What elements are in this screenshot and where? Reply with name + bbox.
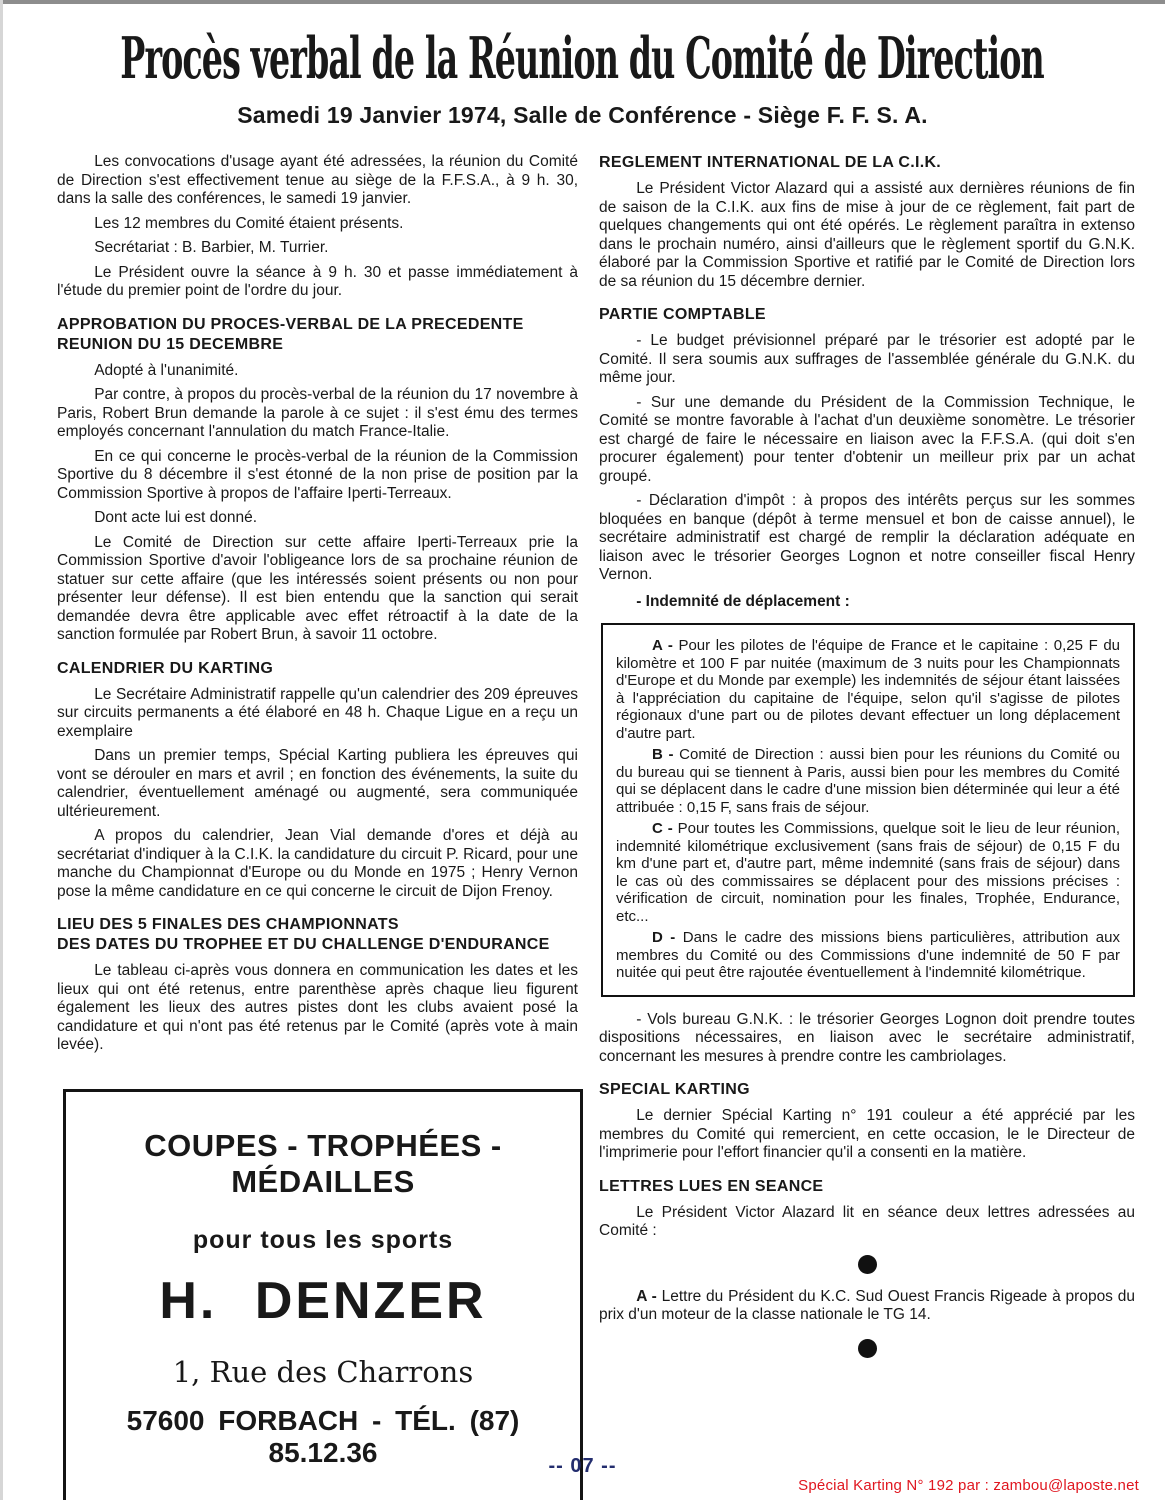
indemnity-item-c [616,820,1120,925]
ad-company-name: H. DENZER [159,1271,487,1330]
paragraph: Adopté à l'unanimité. [94,361,239,379]
page-subtitle: Samedi 19 Janvier 1974, Salle de Conférence - Siège F. F. S. A. [237,102,928,128]
paragraph-vols: - Vols bureau G.N.K. : le trésorier Georges Lognon doit prendre toutes dispositions nécessaires, en liaison avec le secrétaire administratif, concernant les mesures à prendre contre les cambriolages. [599,1010,1135,1065]
paragraph: Dans un premier temps, Spécial Karting publiera les épreuves qui vont se dérouler en mars et avril ; en fonction des événements, la suite du calendrier, éventuellement aménagé ou augmenté, sera communiquée ultérieurement. [57,747,578,820]
ad-subline: pour tous les sports [192,1225,454,1254]
page-title: Procès verbal de la Réunion du Comité de Direction [120,23,1045,93]
footer-credit: Spécial Karting N° 192 par : zambou@laposte.net [798,1477,1139,1494]
intro-paragraph: Le Président ouvre la séance à 9 h. 30 et passe immédiatement à l'étude du premier point de l'ordre du jour. [57,263,578,299]
paragraph: En ce qui concerne le procès-verbal de la réunion de la Commission Sportive du 8 décembre il s'est étonné de la non prise de position par la Commission Sportive à propos de l'affaire Iperti-Terreaux. [57,447,578,502]
left-column [57,153,578,1500]
item-lead: A - [636,1287,662,1305]
section-heading-comptable: PARTIE COMPTABLE [599,306,766,323]
item-lead: A - [652,637,679,654]
letter-a-paragraph [599,1288,1135,1325]
item-lead: C - [652,820,678,837]
bullet-dot [858,1339,877,1358]
paragraph: Le tableau ci-après vous donnera en communication les dates et les lieux qui ont été retenus, entre parenthèse après chaque lieu figurent également les lieux des autres pistes dont les clubs avaient posé la candidature et qui n'ont pas été retenus par le Comité (après vote à main levée). [57,962,578,1053]
intro-paragraph: Secrétariat : B. Barbier, M. Turrier. [94,239,329,256]
section-heading-special-karting: SPECIAL KARTING [599,1081,750,1098]
intro-paragraph: Les convocations d'usage ayant été adressées, la réunion du Comité de Direction s'est effectivement tenue au siège de la F.F.S.A., à 9 h. 30, dans la salle des conférences, le samedi 19 janvier. [57,153,578,207]
paragraph: Le Comité de Direction sur cette affaire Iperti-Terreaux prie la Commission Sportive d'avoir l'obligeance lors de sa prochaine réunion de statuer sur cette affaire (que les intéressés soient présents ou non pour présenter leur défense). Il est bien entendu que la sanction qui serait demandée devra être applicable avec effet rétroactif à la date de la sanction formulée par Robert Brun, à savoir 11 octobre. [57,533,578,643]
paragraph: Par contre, à propos du procès-verbal de la réunion du 17 novembre à Paris, Robert Brun demande la parole à ce sujet : il s'est ému des termes employés concernant l'annulation du match France-Italie. [57,386,578,440]
ad-address: 1, Rue des Charrons [172,1354,474,1389]
item-text: Dans le cadre des missions biens particulières, attribution aux membres du Comité ou des Commissions d'une indemnité de 50 F par nuitée qui peut être rajoutée éventuellement à l'indemnité kilométrique. [616,929,1120,981]
indemnity-item-a [616,637,1120,742]
paragraph: A propos du calendrier, Jean Vial demande d'ores et déjà au secrétariat d'indiquer à la C.I.K. la candidature du circuit P. Ricard, pour une manche du Championnat d'Europe ou du Monde en 1975 ; Henry Vernon pose la même candidature en ce qui concerne le circuit de Dijon Frenoy. [57,827,578,900]
paragraph: Le Président Victor Alazard qui a assisté aux dernières réunions de fin de saison de la C.I.K. aux fins de mise à jour de ce règlement, fait part de quelques changements qui ont été opérés. Le règlement paraîtra in extenso dans le prochain numéro, ainsi d'ailleurs que le règlement sportif du G.N.K. élaboré par la Commission Sportive et ratifié par le Comité de Direction lors de sa réunion du 15 décembre dernier. [599,180,1135,290]
item-lead: D - [652,929,683,946]
indemnity-item-b [616,746,1120,816]
paragraph: Le dernier Spécial Karting n° 191 couleur a été apprécié par les membres du Comité qui remercient, en cette occasion, le le Directeur de l'imprimerie pour l'effort financier qu'il a consenti en la matière. [599,1107,1135,1161]
heading-line: LIEU DES 5 FINALES DES CHAMPIONNATS [57,916,399,933]
paragraph: Dont acte lui est donné. [94,509,258,526]
scan-top-edge [0,0,1165,4]
ad-headline: COUPES - TROPHÉES - MÉDAILLES [144,1127,502,1199]
ad-city-phone: 57600 FORBACH - TÉL. (87) 85.12.36 [126,1404,520,1468]
heading-line: DES DATES DU TROPHEE ET DU CHALLENGE D'ENDURANCE [57,936,550,953]
right-column [599,153,1135,1500]
section-heading-approbation: APPROBATION DU PROCES-VERBAL DE LA PRECEDENTE REUNION DU 15 DECEMBRE [57,315,524,353]
item-lead: B - [652,746,680,763]
section-heading-reglement: REGLEMENT INTERNATIONAL DE LA C.I.K. [599,154,942,171]
item-text: Pour toutes les Commissions, quelque soit le lieu de leur réunion, indemnité kilométrique exclusivement (sans frais de séjour) de 0,15 F du km d'une part et, d'autre part, même indemnité (sans frais de séjour) dans le cas où des commissaires se déplacent pour des missions précises : vérification de circuit, nomination pour les finales, Trophée, Endurance, etc... [616,820,1121,925]
item-text: Pour les pilotes de l'équipe de France et le capitaine : 0,25 F du kilomètre et 100 F par nuitée (maximum de 3 nuits pour les Championnats d'Europe et du Monde par exemple) les indemnités de séjour étant laissées à l'appréciation du capitaine de l'équipe, selon qu'il s'agisse de pilotes régionaux d'une part ou de pilotes devant effectuer un long déplacement d'autre part. [616,637,1120,742]
indemnity-box [601,623,1135,997]
advertisement-denzer [63,1089,583,1500]
section-heading-calendrier: CALENDRIER DU KARTING [57,659,274,677]
paragraph: - Sur une demande du Président de la Commission Technique, le Comité se montre favorable à l'achat d'un deuxième sonomètre. Le trésorier est chargé de faire le nécessaire en liaison avec la F.F.S.A. (qui doit s'en procurer également) pour tenter d'obtenir un meilleur prix par un achat groupé. [599,393,1135,485]
bullet-dot [858,1255,877,1274]
scan-left-edge [0,0,3,1500]
document-header [0,0,1165,129]
page-number: -- 07 -- [548,1455,617,1477]
paragraph: - Déclaration d'impôt : à propos des intérêts perçus sur les sommes bloquées en banque (dépôt à terme mensuel et bon de caisse annuel), le secrétaire administratif est chargé de remplir la déclaration adéquate en liaison avec le trésorier Georges Lognon et notre conseiller fiscal Henry Vernon. [599,492,1135,583]
indemnite-subheading: - Indemnité de déplacement : [636,592,850,610]
item-text: Comité de Direction : aussi bien pour les réunions du Comité ou du bureau qui se tiennent à Paris, aussi bien pour les membres du Comité qui se déplacent dans le cadre d'une mission bien déterminée qui leur a été attribuée : 0,15 F, sans frais de séjour. [616,746,1120,816]
paragraph: - Le budget prévisionnel préparé par le trésorier est adopté par le Comité. Il sera soumis aux suffrages de l'assemblée générale du G.N.K. du même jour. [599,332,1135,386]
paragraph: Le Président Victor Alazard lit en séance deux lettres adressées au Comité : [599,1203,1135,1239]
indemnity-item-d [616,929,1120,982]
two-column-layout [0,153,1165,1500]
section-heading-lettres: LETTRES LUES EN SEANCE [599,1177,824,1195]
paragraph: Le Secrétaire Administratif rappelle qu'un calendrier des 209 épreuves sur circuits permanents a été élaboré en 48 h. Chaque Ligue en a reçu un exemplaire [57,685,578,740]
section-heading-finales [57,915,578,955]
intro-paragraph: Les 12 membres du Comité étaient présents. [94,214,404,232]
item-text: Lettre du Président du K.C. Sud Ouest Francis Rigeade à propos du prix d'un moteur de la classe nationale le TG 14. [599,1287,1135,1323]
